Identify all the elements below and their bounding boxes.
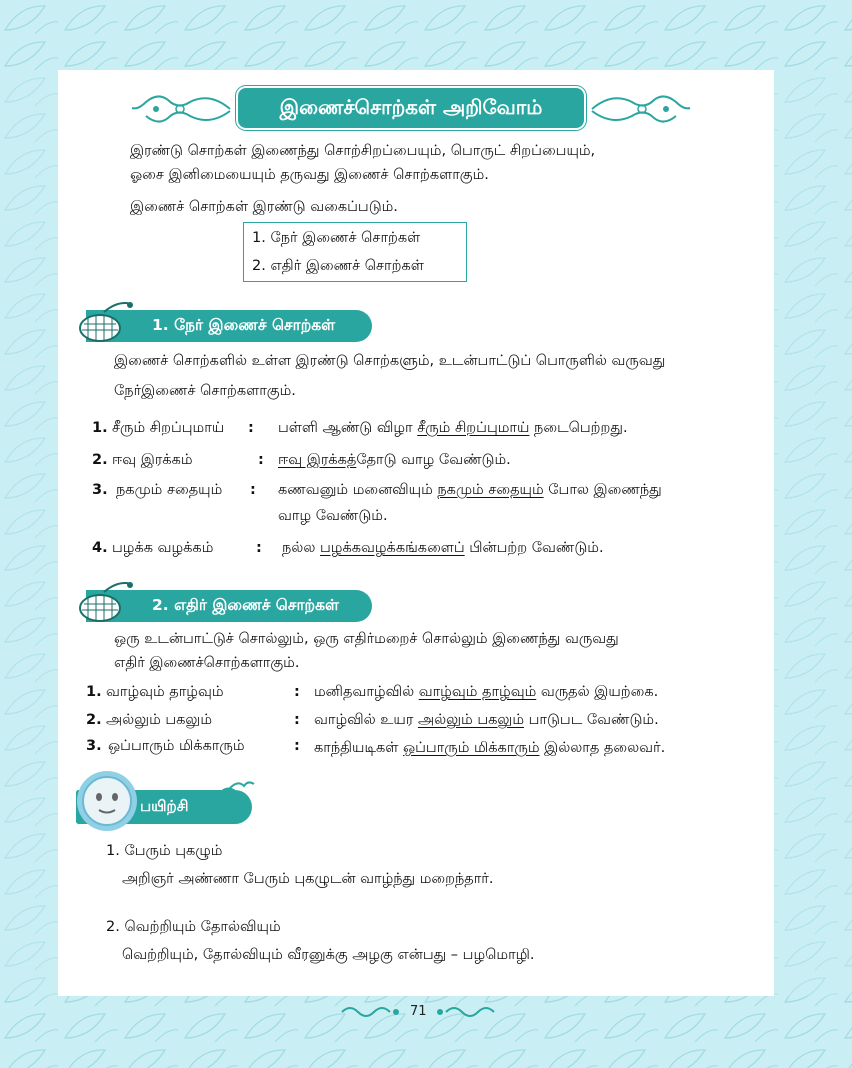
item-sentence: மனிதவாழ்வில் வாழ்வும் தாழ்வும் வருதல் இயற்கை. <box>314 684 659 700</box>
item-term: ஒப்பாரும் மிக்காரும் <box>108 738 245 754</box>
item-sentence: கணவனும் மனைவியும் நகமும் சதையும் போல இணைந்து <box>278 482 662 498</box>
item-term: சீரும் சிறப்புமாய் <box>112 420 225 436</box>
practice-label: பயிற்சி <box>76 790 252 824</box>
section-1-desc-1: இணைச் சொற்களில் உள்ள இரண்டு சொற்களும், உடன்பாட்டுப் பொருளில் வருவது <box>114 353 666 369</box>
type-item: 1. நேர் இணைச் சொற்கள் <box>252 230 421 246</box>
title-banner <box>130 86 690 132</box>
item-sentence: காந்தியடிகள் ஒப்பாரும் மிக்காரும் இல்லாத தலைவர். <box>314 740 666 756</box>
practice-item-1-term: 1. பேரும் புகழும் <box>106 843 223 859</box>
right-ornament-icon <box>588 90 692 128</box>
item-number: 2. <box>86 712 102 728</box>
sun-face-icon <box>72 766 142 836</box>
basket-icon <box>74 576 138 626</box>
item-sentence: ஈவு இரக்கத்தோடு வாழ வேண்டும். <box>278 452 511 468</box>
item-number: 2. <box>92 452 108 468</box>
practice-item-1-sentence: அறிஞர் அண்ணா பேரும் புகழுடன் வாழ்ந்து மறைந்தார். <box>122 871 494 887</box>
left-ornament-icon <box>130 90 234 128</box>
item-term: ஈவு இரக்கம் <box>112 452 193 468</box>
types-box <box>243 222 467 282</box>
item-number: 1. <box>86 684 102 700</box>
footer-ornament-right-icon <box>436 1002 496 1022</box>
intro-line-1: இரண்டு சொற்கள் இணைந்து சொற்சிறப்பையும், பொருட் சிறப்பையும், <box>130 143 596 159</box>
item-number: 3. <box>92 482 108 498</box>
item-sentence: பள்ளி ஆண்டு விழா சீரும் சிறப்புமாய் நடைபெற்றது. <box>278 420 628 436</box>
item-colon: : <box>250 482 256 498</box>
item-colon: : <box>256 540 262 556</box>
item-term: நகமும் சதையும் <box>116 482 223 498</box>
page-title: இணைச்சொற்கள் அறிவோம் <box>238 88 584 128</box>
item-number: 4. <box>92 540 108 556</box>
item-term: பழக்க வழக்கம் <box>112 540 214 556</box>
basket-icon <box>74 296 138 346</box>
section-2-desc-1: ஒரு உடன்பாட்டுச் சொல்லும், ஒரு எதிர்மறைச் சொல்லும் இணைந்து வருவது <box>114 631 619 647</box>
footer-ornament-left-icon <box>340 1002 400 1022</box>
type-item: 2. எதிர் இணைச் சொற்கள் <box>252 258 424 274</box>
item-sentence: நல்ல பழக்கவழக்கங்களைப் பின்பற்ற வேண்டும். <box>282 540 604 556</box>
section-1-heading: 1. நேர் இணைச் சொற்கள் <box>86 310 372 342</box>
item-number: 1. <box>92 420 108 436</box>
item-colon: : <box>294 712 300 728</box>
item-sentence: வாழ்வில் உயர அல்லும் பகலும் பாடுபட வேண்டும். <box>314 712 659 728</box>
intro-line-3: இணைச் சொற்கள் இரண்டு வகைப்படும். <box>130 199 398 215</box>
page-number: 71 <box>410 1004 427 1019</box>
item-sentence-continuation: வாழ வேண்டும். <box>278 508 388 524</box>
item-colon: : <box>248 420 254 436</box>
item-term: வாழ்வும் தாழ்வும் <box>106 684 224 700</box>
section-1-desc-2: நேர்இணைச் சொற்களாகும். <box>114 383 296 399</box>
practice-item-2-sentence: வெற்றியும், தோல்வியும் வீரனுக்கு அழகு என்பது – பழமொழி. <box>122 947 535 963</box>
intro-line-2: ஓசை இனிமையையும் தருவது இணைச் சொற்களாகும். <box>130 167 489 183</box>
item-colon: : <box>258 452 264 468</box>
section-2-desc-2: எதிர் இணைச்சொற்களாகும். <box>114 655 300 671</box>
section-2-heading: 2. எதிர் இணைச் சொற்கள் <box>86 590 372 622</box>
item-term: அல்லும் பகலும் <box>106 712 213 728</box>
birds-icon <box>196 778 256 808</box>
item-colon: : <box>294 684 300 700</box>
item-colon: : <box>294 738 300 754</box>
practice-item-2-term: 2. வெற்றியும் தோல்வியும் <box>106 919 281 935</box>
item-number: 3. <box>86 738 102 754</box>
